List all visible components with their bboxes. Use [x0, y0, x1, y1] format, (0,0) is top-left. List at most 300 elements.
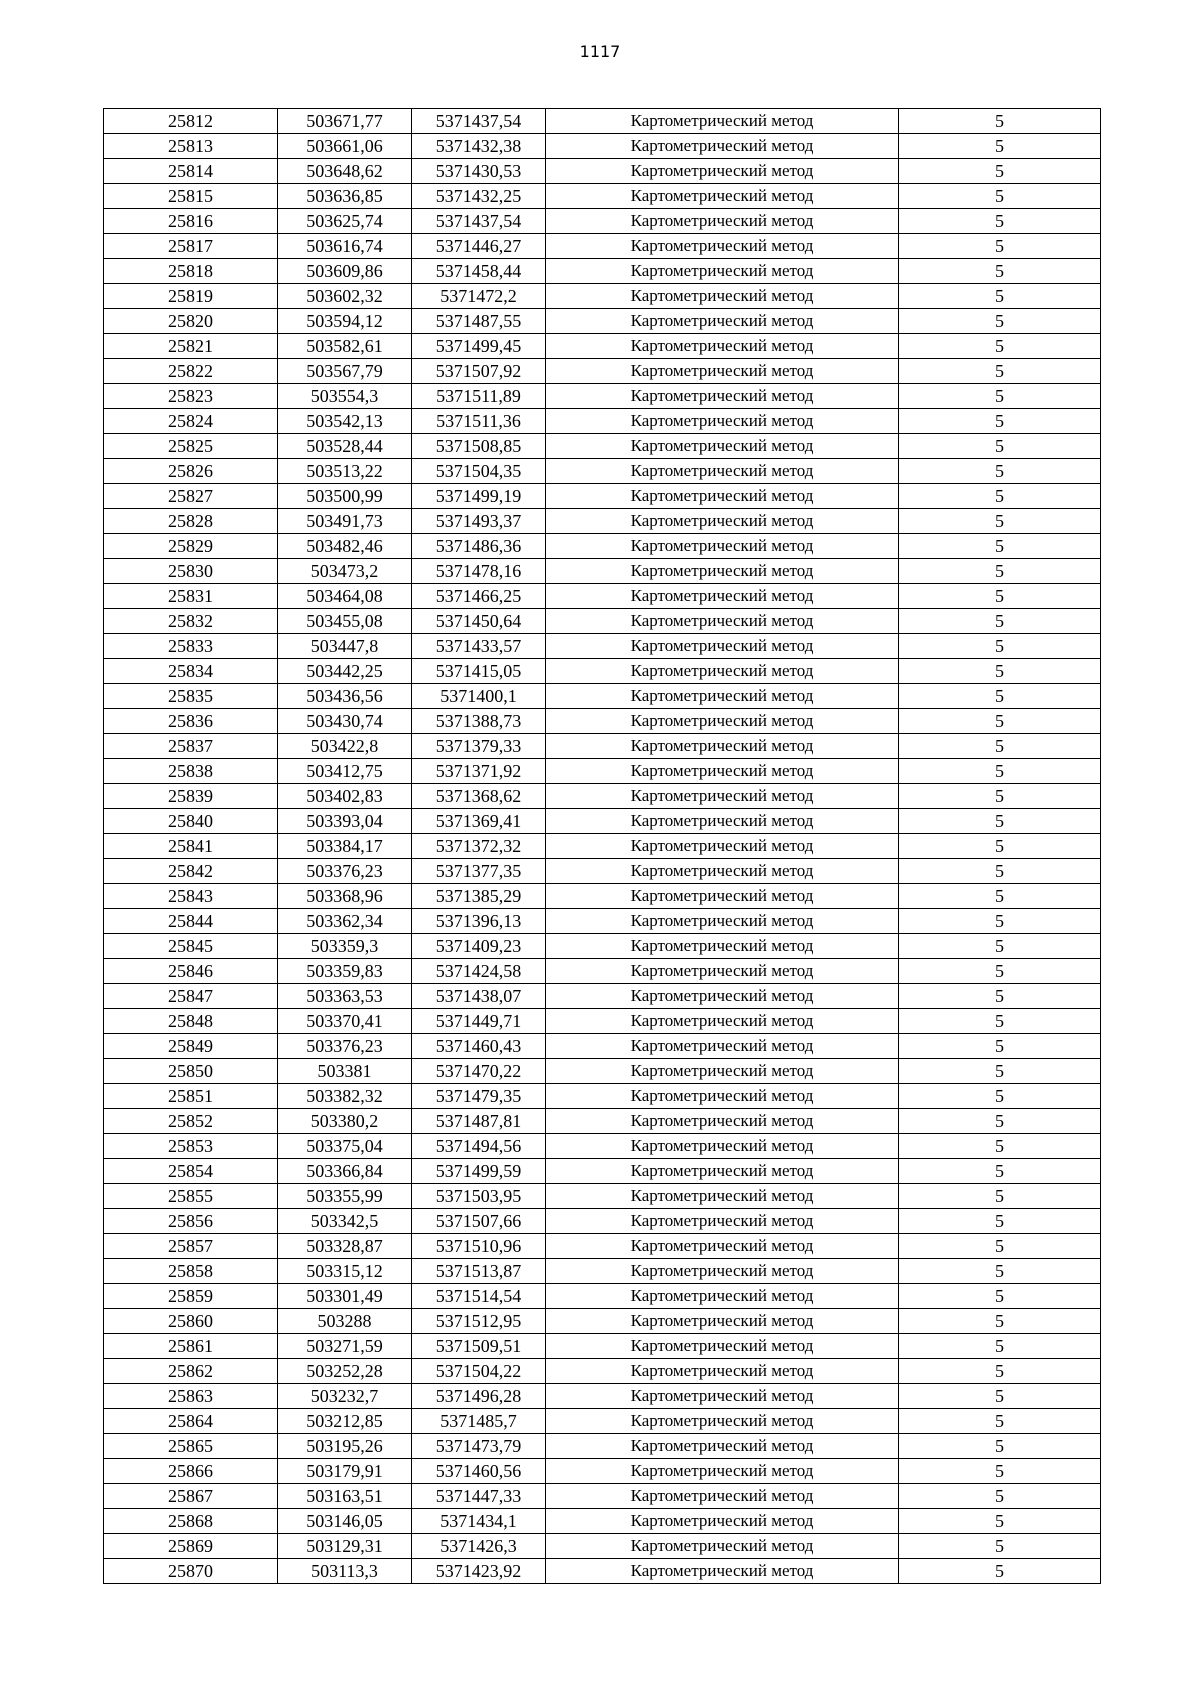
point-number-cell: 25843: [104, 884, 278, 909]
y-coordinate-cell: 5371409,23: [412, 934, 546, 959]
point-number-cell: 25848: [104, 1009, 278, 1034]
point-number-cell: 25822: [104, 359, 278, 384]
point-number-cell: 25850: [104, 1059, 278, 1084]
point-number-cell: 25866: [104, 1459, 278, 1484]
accuracy-cell: 5: [899, 109, 1101, 134]
accuracy-cell: 5: [899, 1509, 1101, 1534]
x-coordinate-cell: 503602,32: [278, 284, 412, 309]
x-coordinate-cell: 503375,04: [278, 1134, 412, 1159]
accuracy-cell: 5: [899, 1459, 1101, 1484]
table-row: [104, 509, 1101, 534]
accuracy-cell: 5: [899, 184, 1101, 209]
method-cell: Картометрический метод: [546, 409, 899, 434]
y-coordinate-cell: 5371369,41: [412, 809, 546, 834]
point-number-cell: 25815: [104, 184, 278, 209]
accuracy-cell: 5: [899, 1184, 1101, 1209]
method-cell: Картометрический метод: [546, 134, 899, 159]
accuracy-cell: 5: [899, 1309, 1101, 1334]
y-coordinate-cell: 5371460,43: [412, 1034, 546, 1059]
x-coordinate-cell: 503315,12: [278, 1259, 412, 1284]
method-cell: Картометрический метод: [546, 1384, 899, 1409]
method-cell: Картометрический метод: [546, 634, 899, 659]
x-coordinate-cell: 503402,83: [278, 784, 412, 809]
accuracy-cell: 5: [899, 1534, 1101, 1559]
accuracy-cell: 5: [899, 884, 1101, 909]
y-coordinate-cell: 5371499,59: [412, 1159, 546, 1184]
table-row: [104, 234, 1101, 259]
accuracy-cell: 5: [899, 534, 1101, 559]
method-cell: Картометрический метод: [546, 559, 899, 584]
x-coordinate-cell: 503179,91: [278, 1459, 412, 1484]
method-cell: Картометрический метод: [546, 1359, 899, 1384]
table-row: [104, 1159, 1101, 1184]
method-cell: Картометрический метод: [546, 1084, 899, 1109]
table-row: [104, 1059, 1101, 1084]
table-row: [104, 534, 1101, 559]
accuracy-cell: 5: [899, 1334, 1101, 1359]
y-coordinate-cell: 5371511,36: [412, 409, 546, 434]
x-coordinate-cell: 503542,13: [278, 409, 412, 434]
y-coordinate-cell: 5371424,58: [412, 959, 546, 984]
y-coordinate-cell: 5371496,28: [412, 1384, 546, 1409]
table-row: [104, 684, 1101, 709]
accuracy-cell: 5: [899, 1284, 1101, 1309]
table-row: [104, 184, 1101, 209]
method-cell: Картометрический метод: [546, 109, 899, 134]
accuracy-cell: 5: [899, 809, 1101, 834]
table-row: [104, 759, 1101, 784]
method-cell: Картометрический метод: [546, 1259, 899, 1284]
point-number-cell: 25857: [104, 1234, 278, 1259]
x-coordinate-cell: 503422,8: [278, 734, 412, 759]
y-coordinate-cell: 5371493,37: [412, 509, 546, 534]
point-number-cell: 25818: [104, 259, 278, 284]
point-number-cell: 25824: [104, 409, 278, 434]
table-row: [104, 1434, 1101, 1459]
method-cell: Картометрический метод: [546, 1309, 899, 1334]
table-row: [104, 1559, 1101, 1584]
method-cell: Картометрический метод: [546, 384, 899, 409]
point-number-cell: 25847: [104, 984, 278, 1009]
method-cell: Картометрический метод: [546, 859, 899, 884]
y-coordinate-cell: 5371508,85: [412, 434, 546, 459]
accuracy-cell: 5: [899, 1384, 1101, 1409]
point-number-cell: 25860: [104, 1309, 278, 1334]
x-coordinate-cell: 503163,51: [278, 1484, 412, 1509]
y-coordinate-cell: 5371486,36: [412, 534, 546, 559]
point-number-cell: 25833: [104, 634, 278, 659]
accuracy-cell: 5: [899, 909, 1101, 934]
point-number-cell: 25855: [104, 1184, 278, 1209]
point-number-cell: 25832: [104, 609, 278, 634]
point-number-cell: 25814: [104, 159, 278, 184]
point-number-cell: 25834: [104, 659, 278, 684]
table-row: [104, 1309, 1101, 1334]
method-cell: Картометрический метод: [546, 1034, 899, 1059]
x-coordinate-cell: 503146,05: [278, 1509, 412, 1534]
point-number-cell: 25851: [104, 1084, 278, 1109]
table-row: [104, 734, 1101, 759]
x-coordinate-cell: 503301,49: [278, 1284, 412, 1309]
x-coordinate-cell: 503582,61: [278, 334, 412, 359]
x-coordinate-cell: 503482,46: [278, 534, 412, 559]
x-coordinate-cell: 503366,84: [278, 1159, 412, 1184]
table-row: [104, 609, 1101, 634]
table-row: [104, 109, 1101, 134]
x-coordinate-cell: 503491,73: [278, 509, 412, 534]
y-coordinate-cell: 5371472,2: [412, 284, 546, 309]
y-coordinate-cell: 5371499,45: [412, 334, 546, 359]
method-cell: Картометрический метод: [546, 959, 899, 984]
y-coordinate-cell: 5371372,32: [412, 834, 546, 859]
y-coordinate-cell: 5371514,54: [412, 1284, 546, 1309]
table-row: [104, 359, 1101, 384]
table-row: [104, 1484, 1101, 1509]
x-coordinate-cell: 503455,08: [278, 609, 412, 634]
table-row: [104, 634, 1101, 659]
y-coordinate-cell: 5371503,95: [412, 1184, 546, 1209]
x-coordinate-cell: 503113,3: [278, 1559, 412, 1584]
method-cell: Картометрический метод: [546, 1209, 899, 1234]
y-coordinate-cell: 5371507,92: [412, 359, 546, 384]
x-coordinate-cell: 503359,83: [278, 959, 412, 984]
x-coordinate-cell: 503648,62: [278, 159, 412, 184]
table-row: [104, 809, 1101, 834]
x-coordinate-cell: 503195,26: [278, 1434, 412, 1459]
point-number-cell: 25862: [104, 1359, 278, 1384]
method-cell: Картометрический метод: [546, 534, 899, 559]
accuracy-cell: 5: [899, 1134, 1101, 1159]
y-coordinate-cell: 5371396,13: [412, 909, 546, 934]
method-cell: Картометрический метод: [546, 709, 899, 734]
y-coordinate-cell: 5371388,73: [412, 709, 546, 734]
table-row: [104, 1009, 1101, 1034]
y-coordinate-cell: 5371450,64: [412, 609, 546, 634]
x-coordinate-cell: 503513,22: [278, 459, 412, 484]
accuracy-cell: 5: [899, 1109, 1101, 1134]
point-number-cell: 25831: [104, 584, 278, 609]
point-number-cell: 25836: [104, 709, 278, 734]
y-coordinate-cell: 5371504,22: [412, 1359, 546, 1384]
method-cell: Картометрический метод: [546, 1159, 899, 1184]
accuracy-cell: 5: [899, 784, 1101, 809]
table-row: [104, 459, 1101, 484]
y-coordinate-cell: 5371458,44: [412, 259, 546, 284]
method-cell: Картометрический метод: [546, 1009, 899, 1034]
table-row: [104, 384, 1101, 409]
y-coordinate-cell: 5371432,25: [412, 184, 546, 209]
point-number-cell: 25840: [104, 809, 278, 834]
point-number-cell: 25830: [104, 559, 278, 584]
accuracy-cell: 5: [899, 959, 1101, 984]
point-number-cell: 25846: [104, 959, 278, 984]
x-coordinate-cell: 503436,56: [278, 684, 412, 709]
method-cell: Картометрический метод: [546, 984, 899, 1009]
method-cell: Картометрический метод: [546, 734, 899, 759]
x-coordinate-cell: 503594,12: [278, 309, 412, 334]
method-cell: Картометрический метод: [546, 1184, 899, 1209]
y-coordinate-cell: 5371447,33: [412, 1484, 546, 1509]
x-coordinate-cell: 503430,74: [278, 709, 412, 734]
method-cell: Картометрический метод: [546, 509, 899, 534]
method-cell: Картометрический метод: [546, 159, 899, 184]
x-coordinate-cell: 503368,96: [278, 884, 412, 909]
x-coordinate-cell: 503528,44: [278, 434, 412, 459]
point-number-cell: 25853: [104, 1134, 278, 1159]
y-coordinate-cell: 5371485,7: [412, 1409, 546, 1434]
y-coordinate-cell: 5371368,62: [412, 784, 546, 809]
accuracy-cell: 5: [899, 334, 1101, 359]
accuracy-cell: 5: [899, 159, 1101, 184]
table-row: [104, 1184, 1101, 1209]
table-row: [104, 259, 1101, 284]
accuracy-cell: 5: [899, 734, 1101, 759]
x-coordinate-cell: 503464,08: [278, 584, 412, 609]
y-coordinate-cell: 5371426,3: [412, 1534, 546, 1559]
accuracy-cell: 5: [899, 834, 1101, 859]
table-row: [104, 209, 1101, 234]
table-row: [104, 1534, 1101, 1559]
x-coordinate-cell: 503447,8: [278, 634, 412, 659]
accuracy-cell: 5: [899, 659, 1101, 684]
method-cell: Картометрический метод: [546, 784, 899, 809]
y-coordinate-cell: 5371377,35: [412, 859, 546, 884]
y-coordinate-cell: 5371437,54: [412, 209, 546, 234]
method-cell: Картометрический метод: [546, 309, 899, 334]
point-number-cell: 25869: [104, 1534, 278, 1559]
point-number-cell: 25820: [104, 309, 278, 334]
table-row: [104, 1084, 1101, 1109]
method-cell: Картометрический метод: [546, 234, 899, 259]
point-number-cell: 25858: [104, 1259, 278, 1284]
point-number-cell: 25845: [104, 934, 278, 959]
table-row: [104, 909, 1101, 934]
accuracy-cell: 5: [899, 609, 1101, 634]
table-row: [104, 1284, 1101, 1309]
table-row: [104, 1109, 1101, 1134]
method-cell: Картометрический метод: [546, 1134, 899, 1159]
x-coordinate-cell: 503376,23: [278, 859, 412, 884]
coordinates-table-body: [104, 109, 1101, 1584]
accuracy-cell: 5: [899, 1009, 1101, 1034]
accuracy-cell: 5: [899, 259, 1101, 284]
y-coordinate-cell: 5371494,56: [412, 1134, 546, 1159]
table-row: [104, 959, 1101, 984]
point-number-cell: 25849: [104, 1034, 278, 1059]
y-coordinate-cell: 5371499,19: [412, 484, 546, 509]
x-coordinate-cell: 503342,5: [278, 1209, 412, 1234]
method-cell: Картометрический метод: [546, 834, 899, 859]
point-number-cell: 25854: [104, 1159, 278, 1184]
x-coordinate-cell: 503288: [278, 1309, 412, 1334]
accuracy-cell: 5: [899, 684, 1101, 709]
y-coordinate-cell: 5371449,71: [412, 1009, 546, 1034]
accuracy-cell: 5: [899, 709, 1101, 734]
table-row: [104, 1209, 1101, 1234]
method-cell: Картометрический метод: [546, 184, 899, 209]
page-number: 1117: [579, 42, 621, 61]
accuracy-cell: 5: [899, 434, 1101, 459]
table-row: [104, 1384, 1101, 1409]
y-coordinate-cell: 5371466,25: [412, 584, 546, 609]
table-row: [104, 984, 1101, 1009]
table-row: [104, 1134, 1101, 1159]
y-coordinate-cell: 5371479,35: [412, 1084, 546, 1109]
point-number-cell: 25837: [104, 734, 278, 759]
point-number-cell: 25823: [104, 384, 278, 409]
method-cell: Картометрический метод: [546, 459, 899, 484]
x-coordinate-cell: 503473,2: [278, 559, 412, 584]
method-cell: Картометрический метод: [546, 684, 899, 709]
x-coordinate-cell: 503252,28: [278, 1359, 412, 1384]
accuracy-cell: 5: [899, 934, 1101, 959]
y-coordinate-cell: 5371510,96: [412, 1234, 546, 1259]
accuracy-cell: 5: [899, 484, 1101, 509]
y-coordinate-cell: 5371487,81: [412, 1109, 546, 1134]
table-row: [104, 134, 1101, 159]
accuracy-cell: 5: [899, 134, 1101, 159]
table-row: [104, 709, 1101, 734]
accuracy-cell: 5: [899, 1059, 1101, 1084]
accuracy-cell: 5: [899, 309, 1101, 334]
y-coordinate-cell: 5371478,16: [412, 559, 546, 584]
coordinates-table: [103, 108, 1101, 1584]
y-coordinate-cell: 5371487,55: [412, 309, 546, 334]
x-coordinate-cell: 503412,75: [278, 759, 412, 784]
point-number-cell: 25841: [104, 834, 278, 859]
table-row: [104, 409, 1101, 434]
accuracy-cell: 5: [899, 234, 1101, 259]
table-row: [104, 1034, 1101, 1059]
accuracy-cell: 5: [899, 359, 1101, 384]
point-number-cell: 25861: [104, 1334, 278, 1359]
y-coordinate-cell: 5371512,95: [412, 1309, 546, 1334]
method-cell: Картометрический метод: [546, 934, 899, 959]
point-number-cell: 25859: [104, 1284, 278, 1309]
table-row: [104, 1334, 1101, 1359]
y-coordinate-cell: 5371470,22: [412, 1059, 546, 1084]
y-coordinate-cell: 5371434,1: [412, 1509, 546, 1534]
method-cell: Картометрический метод: [546, 1534, 899, 1559]
y-coordinate-cell: 5371430,53: [412, 159, 546, 184]
method-cell: Картометрический метод: [546, 884, 899, 909]
x-coordinate-cell: 503363,53: [278, 984, 412, 1009]
x-coordinate-cell: 503671,77: [278, 109, 412, 134]
x-coordinate-cell: 503382,32: [278, 1084, 412, 1109]
accuracy-cell: 5: [899, 634, 1101, 659]
x-coordinate-cell: 503359,3: [278, 934, 412, 959]
method-cell: Картометрический метод: [546, 1509, 899, 1534]
table-row: [104, 1259, 1101, 1284]
point-number-cell: 25817: [104, 234, 278, 259]
accuracy-cell: 5: [899, 1234, 1101, 1259]
accuracy-cell: 5: [899, 1559, 1101, 1584]
accuracy-cell: 5: [899, 1409, 1101, 1434]
y-coordinate-cell: 5371385,29: [412, 884, 546, 909]
table-row: [104, 484, 1101, 509]
point-number-cell: 25864: [104, 1409, 278, 1434]
table-row: [104, 834, 1101, 859]
point-number-cell: 25867: [104, 1484, 278, 1509]
y-coordinate-cell: 5371371,92: [412, 759, 546, 784]
point-number-cell: 25827: [104, 484, 278, 509]
x-coordinate-cell: 503609,86: [278, 259, 412, 284]
table-row: [104, 884, 1101, 909]
table-row: [104, 1359, 1101, 1384]
method-cell: Картометрический метод: [546, 609, 899, 634]
accuracy-cell: 5: [899, 859, 1101, 884]
x-coordinate-cell: 503661,06: [278, 134, 412, 159]
point-number-cell: 25819: [104, 284, 278, 309]
point-number-cell: 25828: [104, 509, 278, 534]
method-cell: Картометрический метод: [546, 1409, 899, 1434]
accuracy-cell: 5: [899, 1484, 1101, 1509]
table-row: [104, 584, 1101, 609]
y-coordinate-cell: 5371400,1: [412, 684, 546, 709]
y-coordinate-cell: 5371379,33: [412, 734, 546, 759]
method-cell: Картометрический метод: [546, 1109, 899, 1134]
y-coordinate-cell: 5371509,51: [412, 1334, 546, 1359]
x-coordinate-cell: 503381: [278, 1059, 412, 1084]
point-number-cell: 25865: [104, 1434, 278, 1459]
table-row: [104, 934, 1101, 959]
method-cell: Картометрический метод: [546, 1434, 899, 1459]
method-cell: Картометрический метод: [546, 259, 899, 284]
table-row: [104, 309, 1101, 334]
accuracy-cell: 5: [899, 1034, 1101, 1059]
table-row: [104, 334, 1101, 359]
y-coordinate-cell: 5371473,79: [412, 1434, 546, 1459]
point-number-cell: 25870: [104, 1559, 278, 1584]
point-number-cell: 25813: [104, 134, 278, 159]
method-cell: Картометрический метод: [546, 1284, 899, 1309]
point-number-cell: 25852: [104, 1109, 278, 1134]
method-cell: Картометрический метод: [546, 209, 899, 234]
x-coordinate-cell: 503384,17: [278, 834, 412, 859]
accuracy-cell: 5: [899, 1359, 1101, 1384]
point-number-cell: 25835: [104, 684, 278, 709]
point-number-cell: 25868: [104, 1509, 278, 1534]
x-coordinate-cell: 503616,74: [278, 234, 412, 259]
point-number-cell: 25856: [104, 1209, 278, 1234]
table-row: [104, 1459, 1101, 1484]
point-number-cell: 25812: [104, 109, 278, 134]
y-coordinate-cell: 5371511,89: [412, 384, 546, 409]
point-number-cell: 25838: [104, 759, 278, 784]
y-coordinate-cell: 5371507,66: [412, 1209, 546, 1234]
point-number-cell: 25844: [104, 909, 278, 934]
point-number-cell: 25826: [104, 459, 278, 484]
x-coordinate-cell: 503554,3: [278, 384, 412, 409]
point-number-cell: 25863: [104, 1384, 278, 1409]
method-cell: Картометрический метод: [546, 434, 899, 459]
accuracy-cell: 5: [899, 1159, 1101, 1184]
method-cell: Картометрический метод: [546, 484, 899, 509]
x-coordinate-cell: 503362,34: [278, 909, 412, 934]
method-cell: Картометрический метод: [546, 1334, 899, 1359]
x-coordinate-cell: 503355,99: [278, 1184, 412, 1209]
accuracy-cell: 5: [899, 284, 1101, 309]
method-cell: Картометрический метод: [546, 1484, 899, 1509]
y-coordinate-cell: 5371513,87: [412, 1259, 546, 1284]
y-coordinate-cell: 5371460,56: [412, 1459, 546, 1484]
table-row: [104, 784, 1101, 809]
accuracy-cell: 5: [899, 1434, 1101, 1459]
table-row: [104, 559, 1101, 584]
x-coordinate-cell: 503370,41: [278, 1009, 412, 1034]
accuracy-cell: 5: [899, 459, 1101, 484]
table-row: [104, 284, 1101, 309]
